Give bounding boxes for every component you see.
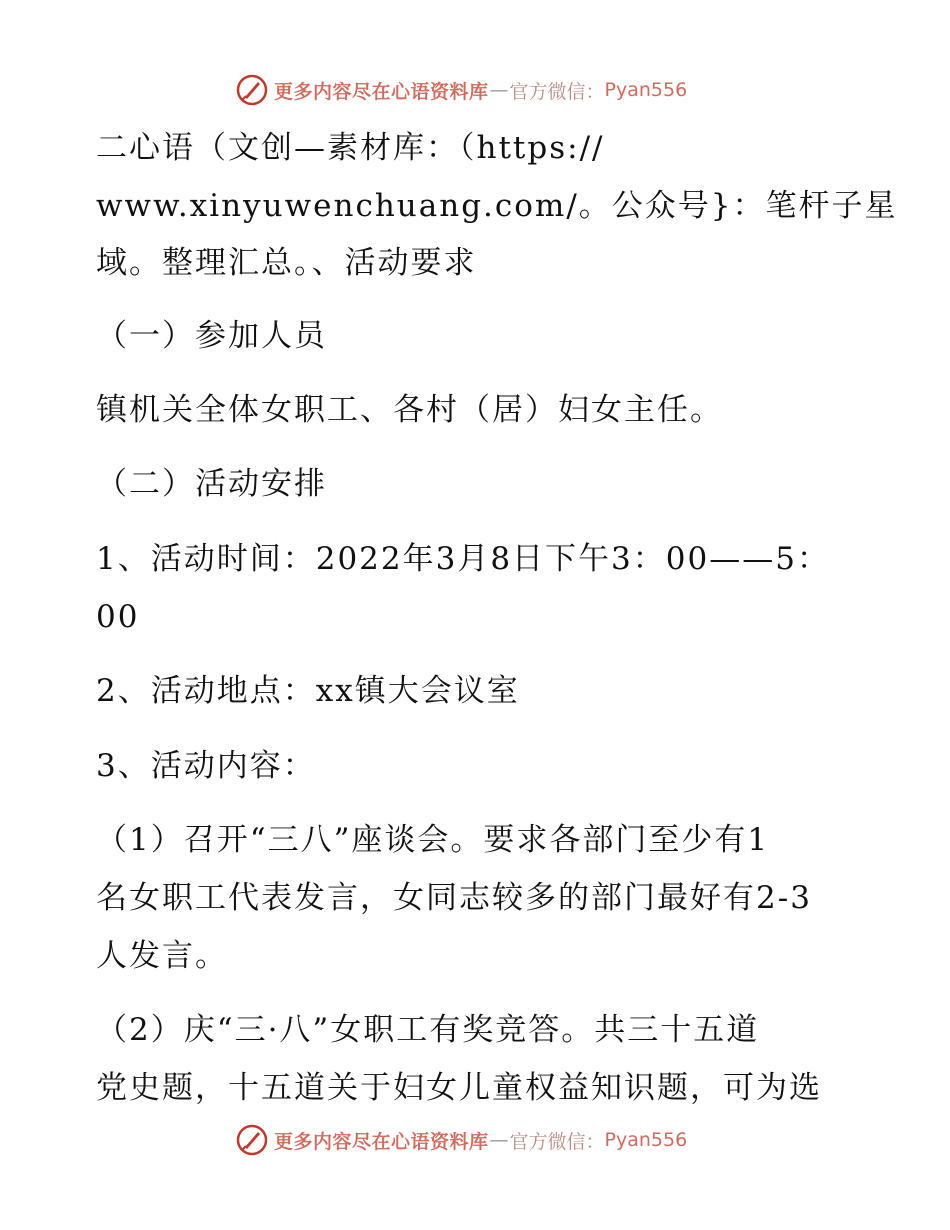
section-heading: （一）参加人员	[96, 318, 327, 354]
banner-dash: —	[489, 1129, 509, 1151]
banner-wechat-label: 官方微信：	[509, 1130, 605, 1153]
body-line: 镇机关全体女职工、各村（居）妇女主任。	[96, 392, 723, 428]
body-line: 党史题，十五道关于妇女儿童权益知识题，可为选	[96, 1070, 822, 1106]
body-line: 2、活动地点：xx镇大会议室	[96, 673, 520, 709]
banner-slogan: 更多内容尽在心语资料库	[274, 80, 489, 103]
body-line: （1）召开“三八”座谈会。要求各部门至少有1	[96, 822, 770, 858]
body-line: 3、活动内容：	[96, 748, 316, 784]
section-heading: （二）活动安排	[96, 466, 327, 502]
body-line: 二心语（文创—素材库：（https://	[96, 130, 605, 166]
body-line: （2）庆“三·八”女职工有奖竞答。共三十五道	[96, 1012, 760, 1048]
footer-watermark-banner	[236, 1122, 687, 1158]
body-line: 名女职工代表发言，女同志较多的部门最好有2-3	[96, 880, 812, 916]
header-watermark-banner	[236, 72, 687, 108]
banner-wechat-id: Pyan556	[604, 1129, 688, 1151]
body-line: 00	[96, 599, 140, 635]
body-line: 域。整理汇总。、活动要求	[96, 245, 477, 281]
body-line: 人发言。	[96, 938, 228, 974]
feather-pen-logo-icon	[236, 1124, 268, 1156]
banner-wechat-id: Pyan556	[604, 79, 688, 101]
banner-slogan: 更多内容尽在心语资料库	[274, 1130, 489, 1153]
banner-dash: —	[489, 79, 509, 101]
feather-pen-logo-icon	[236, 74, 268, 106]
body-line: www.xinyuwenchuang.com/。公众号}：笔杆子星	[96, 188, 898, 224]
banner-wechat-label: 官方微信：	[509, 80, 605, 103]
body-line: 1、活动时间：2022年3月8日下午3：00——5：	[96, 541, 830, 577]
